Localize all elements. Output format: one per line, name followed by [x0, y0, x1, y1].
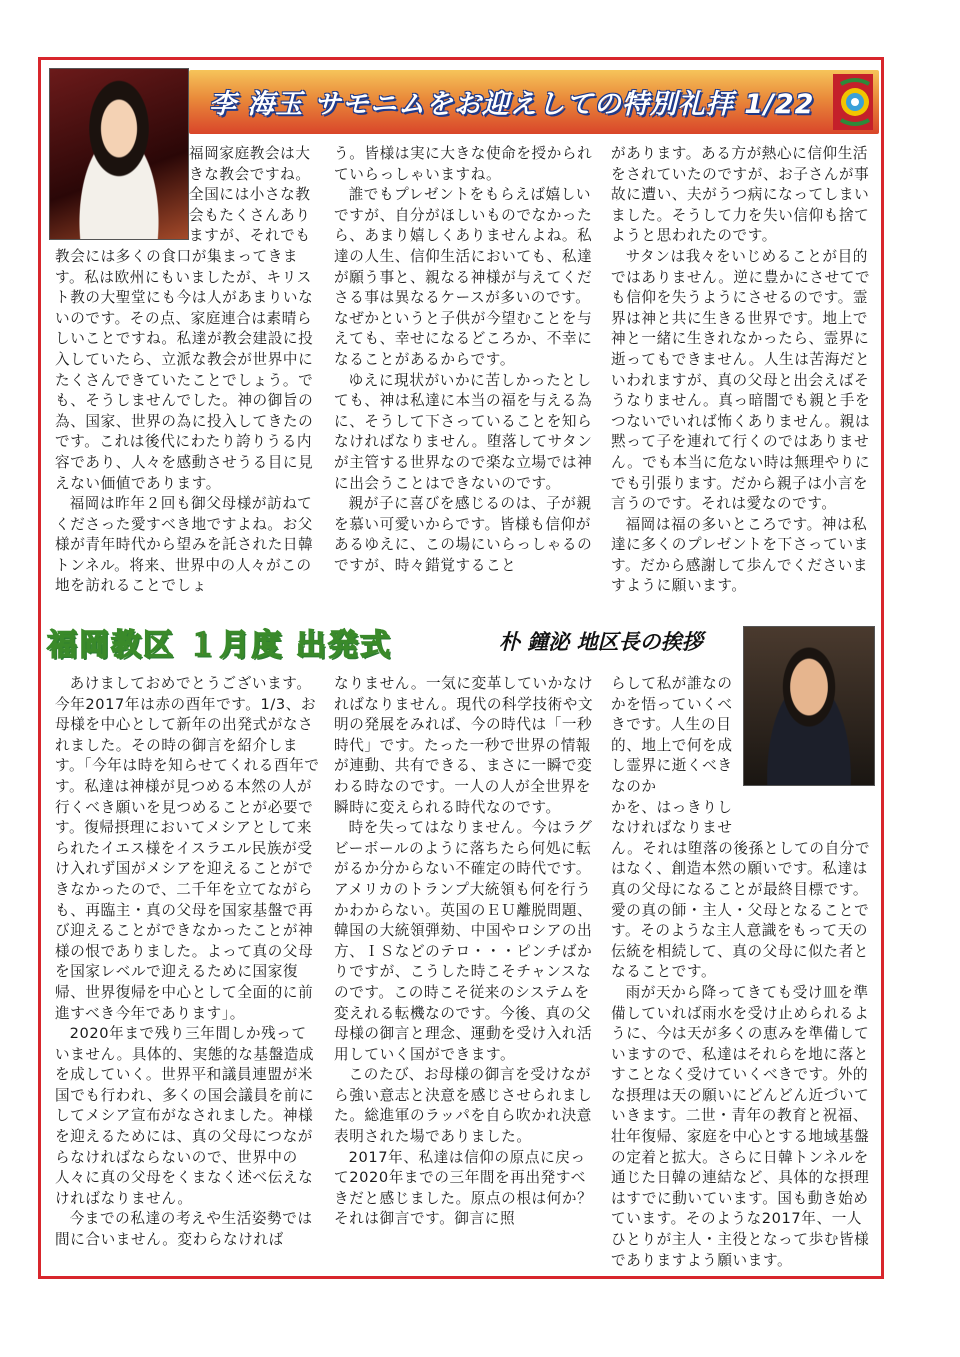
- article2-title: 福岡教区 １月度 出発式: [47, 628, 392, 663]
- paragraph: 福岡は福の多いところです。神は私達に多くのプレゼントを下さっています。だから感謝して歩んでくださいますように願います。: [611, 515, 869, 595]
- paragraph: 福岡は昨年２回も御父母様が訪ねてくださった愛すべき地ですよね。お父様が青年時代から望みを託された日韓トンネル。将来、世界中の人々がこの地を訪れることでしょ: [55, 495, 314, 595]
- article1-col3: [611, 144, 873, 597]
- article2-subtitle: 朴 鐘泌 地区長の挨拶: [499, 630, 703, 654]
- paragraph: う。皆様は実に大きな使命を授かられていらっしゃいますね。: [334, 145, 593, 183]
- article2-col3: [611, 674, 873, 1271]
- article2-heading: [47, 620, 737, 664]
- paragraph: 2017年、私達は信仰の原点に戻って2020年までの三年間を再出発すべきだと感じました。原点の根は何か？それは御言です。御言に照: [334, 1148, 593, 1228]
- paragraph: 今までの私達の考えや生活姿勢では間に合いません。変わらなければ: [55, 1210, 313, 1249]
- paragraph: 親が子に喜びを感じるのは、子が親を慕い可愛いからです。皆様も信仰があるゆえに、この場にいらっしゃるのですが、時々錯覚すること: [334, 495, 593, 574]
- paragraph: 福岡家庭教会は大きな教会ですね。全国には小さな教会もたくさんありますが、それでも教会には多くの食口が集まってきます。私は欧州にもいましたが、キリスト教の大聖堂にも今は人があまりいないのです。その点、家庭連合は素晴らしいことですね。私達が教会建設に投入していたら、立派な教会が世界中にたくさんできていたことでしょう。でも、そうしませんでした。神の御旨の為、国家、世界の為に投入してきたのです。これは後代にわたり誇りうる内容であり、人々を感動させうる目に見えない価値であります。: [55, 145, 314, 492]
- paragraph: 時を失ってはなりません。今はラグビーボールのように落ちたら何処に転がるか分からない不確定の時代です。アメリカのトランプ大統領も何を行うかわからない。英国のＥＵ離脱問題、韓国の大統領弾劾、中国やロシアの出方、ＩＳなどのテロ・・・ピンチばかりですが、こうした時こそチャンスなのです。この時こそ従来のシステムを変えれる転機なのです。今後、真の父母様の御言と理念、運動を受け入れ活用していく国ができます。: [334, 819, 593, 1063]
- paragraph: 雨が天から降ってきても受け皿を準備していれば雨水を受け止められるように、今は天が多くの恵みを準備していますので、私達はそれらを地に落とすことなく受けていくべきです。外的な摂理は天の願いにどんどん近づいていきます。二世・青年の教育と祝福、壮年復帰、家庭を中心とする地域基盤の定着と拡大。さらに日韓トンネルを通じた日韓の連結など、具体的な摂理はすでに動いています。国も動き始めています。そのような2017年、一人ひとりが主人・主役となって歩む皆様でありますよう願います。: [611, 983, 870, 1269]
- paragraph: このたび、お母様の御言を受けながら強い意志と決意を感じさせられました。総進軍のラッパを自ら吹かれ決意表明された場でありました。: [334, 1066, 593, 1146]
- paragraph: 2020年まで残り三年間しか残っていません。具体的、実態的な基盤造成を成していく。世界平和議員連盟が米国でも行われ、多くの国会議員を前にしてメシア宣布がなされました。神様を迎えるためには、真の父母につながらなければならないので、世界中の人々に真の父母をくまなく述べ伝えなければなりません。: [55, 1025, 315, 1207]
- paragraph: かを、はっきりしなければなりません。それは堕落の後孫としての自分ではなく、創造本然の願いです。私達は真の父母になることが最終目標です。愛の真の師・主人・父母となることです。そのような主人意識をもって天の伝統を相続して、真の父母に似た者となることです。: [611, 798, 871, 981]
- paragraph: があります。ある方が熱心に信仰生活をされていたのですが、お子さんが事故に遭い、夫がうつ病になってしまいました。そうして力を失い信仰も捨てようと思われたのです。: [611, 145, 870, 245]
- paragraph: サタンは我々をいじめることが目的ではありません。逆に豊かにさせてでも信仰を失うようにさせるのです。霊界は神と共に生きる世界です。地上で神と一緒に生きれなかったら、霊界に逝ってもできません。人生は苦海だといわれますが、真の父母と出会えばそうなりません。真っ暗闇でも親と手をつないでいれば怖くありません。親は黙って子を連れて行くのではありません。でも本当に危ない時は無理やりにでも引張ります。だから親子は小言を言うのです。それは愛なのです。: [611, 247, 871, 513]
- article2-col2: [334, 674, 596, 1230]
- paragraph: なりません。一気に変革していかなければなりません。現代の科学技術や文明の発展をみれば、今の時代は「一秒時代」です。たった一秒で世界の情報が連動、共有できる、まさに一瞬で変わる時なのです。一人の人が全世界を瞬時に変えられる時代なのです。: [334, 675, 594, 816]
- paragraph: あけましておめでとうございます。今年2017年は赤の酉年です。1/3、お母様を中心として新年の出発式がなされました。その時の御言を紹介します。「今年は時を知らせてくれる酉年です。私達は神様が見つめる本然の人が行くべき願いを見つめることが必要です。復帰摂理においてメシアとして来られたイエス様をイスラエル民族が受け入れず国がメシアを迎えることができなかったので、二千年を立てながらも、再臨主・真の父母を国家基盤で再び迎えることができなかったことが神様の恨でありました。よって真の父母を国家レベルで迎えるために国家復帰、世界復帰を中心として全面的に前進すべき今年であります」。: [55, 675, 320, 1022]
- paragraph: 誰でもプレゼントをもらえば嬉しいですが、自分がほしいものでなかったら、あまり嬉しくありませんよね。私達の人生、信仰生活においても、私達が願う事と、親なる神様が与えてくださる事は異なるケースが多いのです。なぜかというと子供が今望むことを与えても、幸せになるどころか、不幸になることがあるからです。: [334, 186, 593, 368]
- article2-col1: [55, 674, 321, 1251]
- paragraph: らして私が誰なのかを悟っていくべきです。人生の目的、地上で何を成し霊界に逝くべきなのか: [611, 675, 733, 795]
- article1-col2: [334, 144, 596, 576]
- page-frame: [38, 57, 884, 1279]
- article1-title: 李 海玉 サモニムをお迎えしての特別礼拝 1/22: [209, 89, 815, 120]
- paragraph: ゆえに現状がいかに苦しかったとしても、神は私達に本当の福を与える為に、そうして下さっていることを知らなければなりません。堕落してサタンが主管する世界なので楽な立場では神に出会うことはできないのです。: [334, 371, 593, 492]
- article1-banner: [189, 70, 879, 134]
- emblem-icon: [833, 74, 873, 130]
- article1-col1: [55, 144, 321, 597]
